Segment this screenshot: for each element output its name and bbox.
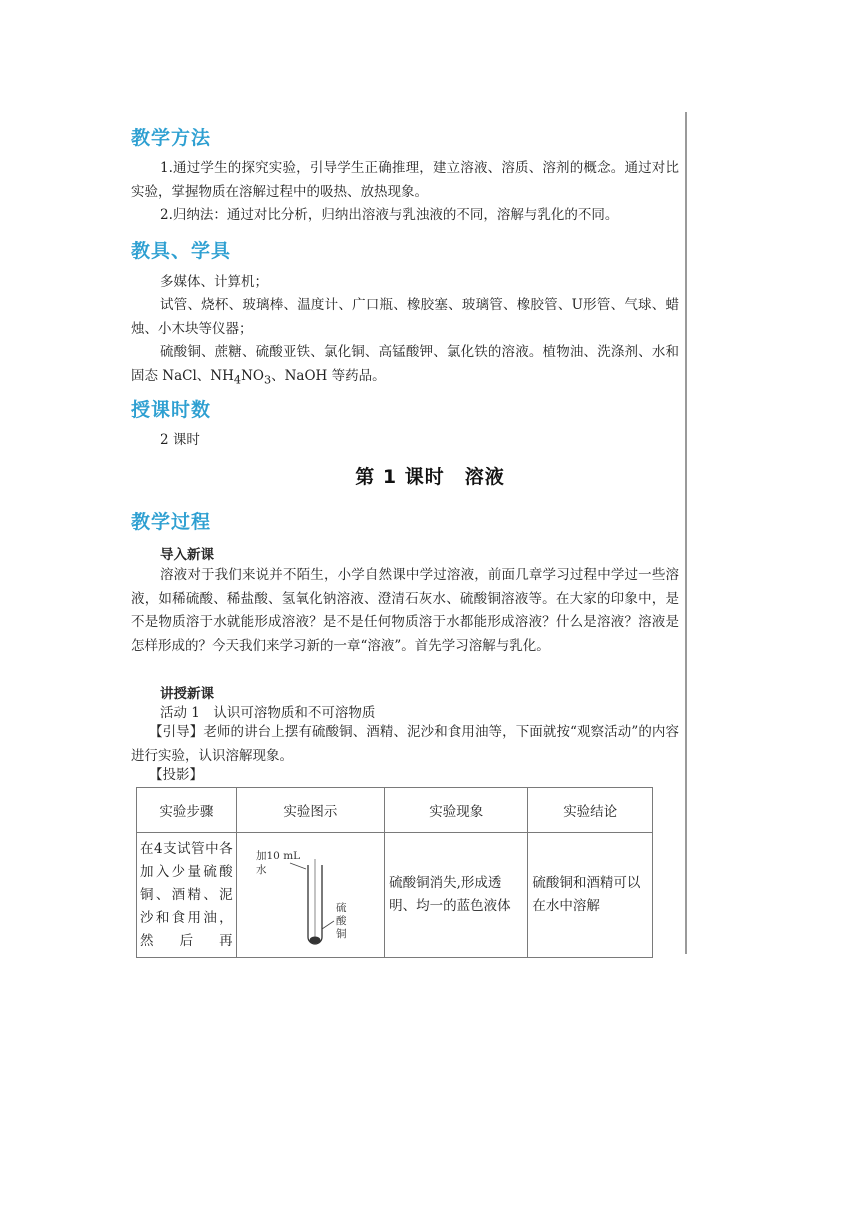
- table-header-cell: 实验步骤: [137, 788, 237, 833]
- projection-label: 【投影】: [149, 767, 203, 783]
- table-header-row: [137, 788, 653, 833]
- intro-subheading: 导入新课: [160, 547, 214, 563]
- conclusion-cell: 硫酸铜和酒精可以在水中溶解: [528, 833, 653, 958]
- figure-label-side-1: 硫: [336, 902, 347, 914]
- right-margin-rule: [685, 112, 687, 954]
- figure-label-side-3: 铜: [336, 928, 347, 940]
- section-heading-process: 教学过程: [131, 511, 212, 533]
- section-heading-tools: 教具、学具: [131, 240, 232, 262]
- method-paragraph-2: 2.归纳法：通过对比分析，归纳出溶液与乳浊液的不同，溶解与乳化的不同。: [160, 207, 619, 223]
- figure-cell: [236, 833, 384, 958]
- new-lesson-subheading: 讲授新课: [160, 686, 214, 702]
- tools-paragraph-2: 试管、烧杯、玻璃棒、温度计、广口瓶、橡胶塞、玻璃管、橡胶管、U形管、气球、蜡烛、小木块等仪器；: [131, 297, 679, 337]
- copper-sulfate-sediment-icon: [310, 937, 321, 944]
- activity-line: 活动 1 认识可溶物质和不可溶物质: [160, 705, 376, 721]
- figure-label-add-water: 加10 mL: [256, 850, 301, 862]
- experiment-table: [136, 787, 653, 958]
- table-header-cell: 实验结论: [528, 788, 653, 833]
- section-heading-hours: 授课时数: [131, 399, 212, 421]
- test-tube-figure: [250, 841, 370, 949]
- lesson-title: 第 1 课时 溶液: [355, 466, 505, 488]
- table-row: [137, 833, 653, 958]
- tools-paragraph-1: 多媒体、计算机；: [160, 274, 268, 290]
- method-paragraph-1: 1.通过学生的探究实验，引导学生正确推理，建立溶液、溶质、溶剂的概念。通过对比实验，掌握物质在溶解过程中的吸热、放热现象。: [131, 160, 679, 200]
- figure-label-water: 水: [256, 864, 267, 876]
- guide-paragraph: 【引导】老师的讲台上摆有硫酸铜、酒精、泥沙和食用油等，下面就按“观察活动”的内容进行实验，认识溶解现象。: [131, 724, 679, 764]
- table-header-cell: 实验现象: [385, 788, 528, 833]
- tools-paragraph-3: 硫酸铜、蔗糖、硫酸亚铁、氯化铜、高锰酸钾、氯化铁的溶液。植物油、洗涤剂、水和固态 NaCl、$NH_4NO_3$、NaOH 等药品。: [131, 344, 679, 387]
- figure-label-side-2: 酸: [336, 915, 347, 927]
- hours-text: 2 课时: [160, 432, 200, 448]
- phenomenon-cell: 硫酸铜消失,形成透明、均一的蓝色液体: [385, 833, 528, 958]
- step-cell: 在4支试管中各加入少量硫酸铜、酒精、泥沙和食用油，然后再: [137, 833, 237, 958]
- intro-paragraph: 溶液对于我们来说并不陌生，小学自然课中学过溶液，前面几章学习过程中学过一些溶液，如稀硫酸、稀盐酸、氢氧化钠溶液、澄清石灰水、硫酸铜溶液等。在大家的印象中，是不是物质溶于水就能形成溶液？是不是任何物质溶于水都能形成溶液？什么是溶液？溶液是怎样形成的？今天我们来学习新的一章“溶液”。首先学习溶解与乳化。: [131, 567, 679, 654]
- table-header-cell: 实验图示: [236, 788, 384, 833]
- section-heading-method: 教学方法: [131, 127, 212, 149]
